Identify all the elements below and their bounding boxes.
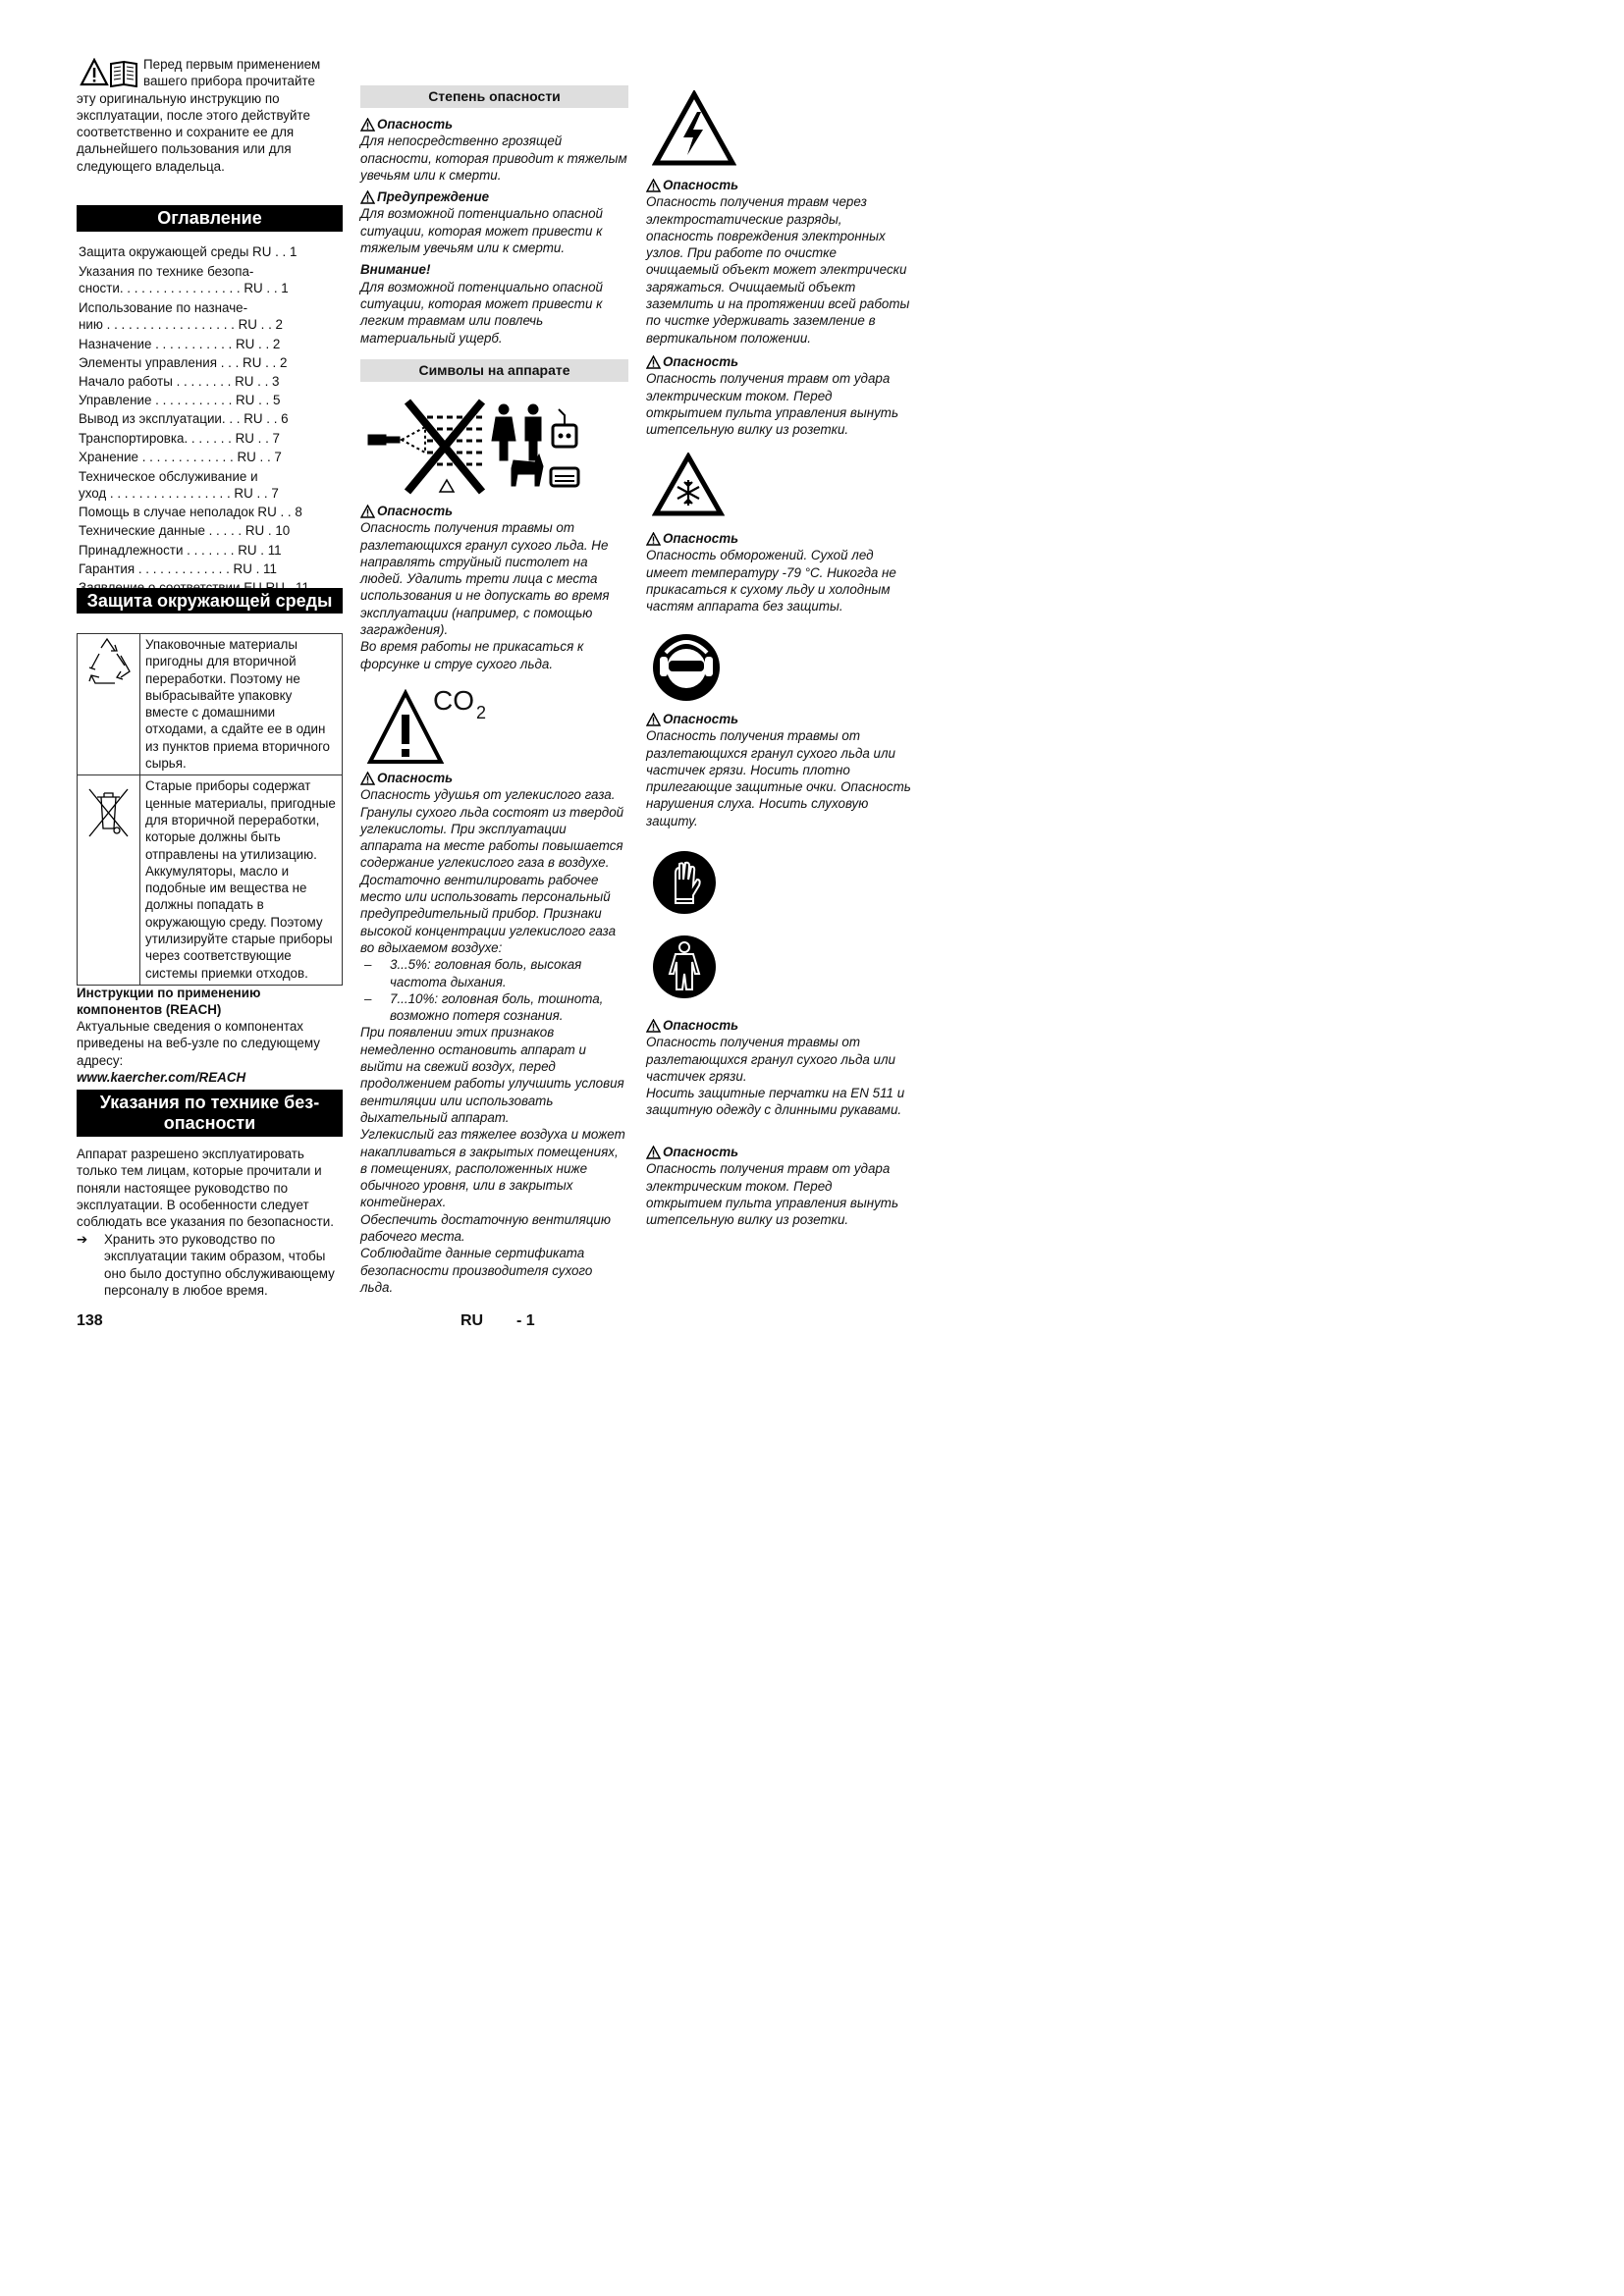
env-table xyxy=(77,633,343,986)
danger-label: Опасность xyxy=(646,711,911,727)
toc-item[interactable]: Назначение . . . . . . . . . . . RU . . 2 xyxy=(79,336,281,351)
crossed-bin-icon-cell xyxy=(78,775,140,986)
safety-bullet xyxy=(77,1231,343,1299)
danger-shock-block-2 xyxy=(646,1144,911,1228)
danger-esd-text: Опасность получения травм через электростатические разряды, опасность повреждения электронных узлов. При работе по очистке очищаемый объект может электрически заряжаться. Очищаемый объект заземлить и на протяжении всей работы по чистке удерживать заземление в вертикальном положении. xyxy=(646,194,910,346)
danger-co2-text-2: При появлении этих признаков немедленно остановить аппарат и выйти на свежий воздух, перед продолжением работы улучшить условия вентиляции или использовать дыхательный аппарат. xyxy=(360,1025,624,1125)
warning-triangle-icon xyxy=(360,190,375,204)
toc-item-cont[interactable]: уход . . . . . . . . . . . . . . . . . RU . . 7 xyxy=(79,486,279,502)
warning-book-icon xyxy=(80,58,138,92)
toc-item[interactable]: Использование по назначе- xyxy=(79,300,248,316)
recycle-icon-cell xyxy=(78,634,140,775)
danger-dry-ice-block xyxy=(360,503,628,672)
warning-label: Предупреждение xyxy=(360,188,628,205)
symbols-heading: Символы на аппарате xyxy=(360,359,628,382)
toc-item[interactable]: Хранение . . . . . . . . . . . . . RU . . 7 xyxy=(79,449,282,464)
danger-co2-text-4: Обеспечить достаточную вентиляцию рабочего места. xyxy=(360,1211,611,1245)
toc-item[interactable]: Принадлежности . . . . . . . RU . 11 xyxy=(79,542,282,558)
danger-label: Опасность xyxy=(360,770,628,786)
caution-text: Для возможной потенциально опасной ситуации, которая может привести к легким травмам или повлечь материальный ущерб. xyxy=(360,279,603,346)
degree-heading: Степень опасности xyxy=(360,85,628,108)
warning-triangle-icon xyxy=(360,505,375,518)
danger-co2-text: Опасность удушья от углекислого газа. Гранулы сухого льда состоят из твердой углекислоты. При эксплуатации аппарата на месте работы повышается содержание углекислого газа в воздухе. Достаточно вентилировать рабочее место или использовать персональный предупредительный прибор. Признаки высокой концентрации углекислого газа во вдыхаемом воздухе: xyxy=(360,787,624,955)
danger-esd-block xyxy=(646,177,911,347)
warning-triangle-icon xyxy=(360,118,375,132)
table-row xyxy=(78,634,343,775)
intro-line-1: Перед первым применением xyxy=(143,57,321,72)
danger-dry-ice-text-2: Во время работы не прикасаться к форсунке и струе сухого льда. xyxy=(360,639,584,671)
danger-gloves-block xyxy=(646,1017,911,1119)
warning-triangle-icon xyxy=(646,355,661,369)
danger-gloves-text-2: Носить защитные перчатки на EN 511 и защитную одежду с длинными рукавами. xyxy=(646,1086,905,1118)
caution-label: Внимание! xyxy=(360,262,431,278)
list-item: – 7...10%: головная боль, тошнота, возможно потеря сознания. xyxy=(364,990,604,1024)
env-row1-text: Упаковочные материалы пригодны для вторичной переработки. Поэтому не выбрасывайте упаковку вместе с домашними отходами, а сдайте ее в один из пунктов приема вторичного сырья. xyxy=(140,634,343,775)
footer-sub-page: - 1 xyxy=(516,1312,535,1329)
toc-item-cont[interactable]: сности. . . . . . . . . . . . . . . . . RU . . 1 xyxy=(79,281,289,296)
danger-label: Опасность xyxy=(646,1144,911,1160)
danger-label: Опасность xyxy=(360,116,628,133)
env-heading: Защита окружающей среды xyxy=(77,588,343,614)
frost-warning-icon xyxy=(652,453,725,522)
intro-text: эту оригинальную инструкцию по эксплуатации, после этого действуйте соответственно и сохраните ее для дальнейшего пользования или для следующего владельца. xyxy=(77,90,310,174)
danger-co2-block xyxy=(360,770,628,1296)
toc-item[interactable]: Техническое обслуживание и xyxy=(79,469,258,485)
warning-triangle-icon xyxy=(646,532,661,546)
danger-label: Опасность xyxy=(646,530,911,547)
co2-label: CO xyxy=(433,685,474,716)
danger-gloves-text: Опасность получения травмы от разлетающихся гранул сухого льда или частичек грязи. xyxy=(646,1035,896,1084)
intro-line-2: вашего прибора прочитайте xyxy=(143,74,315,89)
danger-frost-text: Опасность обморожений. Сухой лед имеет температуру -79 °C. Никогда не прикасаться к сухому льду и холодным частям аппарата без защиты. xyxy=(646,548,896,614)
table-of-contents xyxy=(77,242,343,597)
danger-frost-block xyxy=(646,530,911,614)
reach-heading: Инструкции по применению компонентов (REACH) xyxy=(77,986,261,1018)
safety-bullet-text: Хранить это руководство по эксплуатации таким образом, чтобы оно было доступно обслуживающему персоналу в любое время. xyxy=(104,1232,335,1298)
warning-text: Для возможной потенциально опасной ситуации, которая может привести к тяжелым увечьям или к смерти. xyxy=(360,206,603,256)
reach-text: Актуальные сведения о компонентах приведены на веб-узле по следующему адресу: xyxy=(77,1019,320,1068)
danger-label: Опасность xyxy=(646,1017,911,1034)
danger-co2-text-3: Углекислый газ тяжелее воздуха и может накапливаться в закрытых помещениях, в помещениях, расположенных ниже обычного уровня, или в закрытых контейнерах. xyxy=(360,1127,625,1210)
danger-shock-block xyxy=(646,353,911,438)
reach-link[interactable]: www.kaercher.com/REACH xyxy=(77,1070,246,1085)
warning-triangle-icon xyxy=(646,1146,661,1159)
toc-item[interactable]: Элементы управления . . . RU . . 2 xyxy=(79,354,288,370)
danger-dry-ice-text: Опасность получения травмы от разлетающихся гранул сухого льда. Не направлять струйный пистолет на людей. Удалить трети лица с места использования и не допускать во время эксплуатации (например, с помощью заграждения). xyxy=(360,520,610,638)
toc-item[interactable]: Технические данные . . . . . RU . 10 xyxy=(79,523,291,539)
danger-shock-text: Опасность получения травм от удара электрическим током. Перед открытием пульта управления вынуть штепсельную вилку из розетки. xyxy=(646,371,898,438)
danger-co2-text-5: Соблюдайте данные сертификата безопасности производителя сухого льда. xyxy=(360,1246,593,1295)
protective-suit-icon xyxy=(652,934,717,1004)
danger-eyes-ears-text: Опасность получения травмы от разлетающихся гранул сухого льда или частичек грязи. Носить плотно прилегающие защитные очки. Опасность нарушения слуха. Носить слуховую защиту. xyxy=(646,728,911,828)
toc-item[interactable]: Транспортировка. . . . . . . RU . . 7 xyxy=(79,430,280,446)
recycle-icon xyxy=(78,634,139,693)
safety-text: Аппарат разрешено эксплуатировать только тем лицам, которые прочитали и поняли настоящее руководство по эксплуатации. В особенности следует соблюдать все указания по безопасности. xyxy=(77,1147,334,1230)
danger-eyes-ears-block xyxy=(646,711,911,829)
danger-label: Опасность xyxy=(646,353,911,370)
toc-heading: Оглавление xyxy=(77,205,343,232)
co2-subscript: 2 xyxy=(476,703,487,722)
danger-label: Опасность xyxy=(360,503,628,519)
gloves-icon xyxy=(652,850,717,920)
arrow-icon: ➔ xyxy=(77,1232,88,1247)
footer-lang: RU xyxy=(460,1312,484,1329)
co2-warning-icon xyxy=(366,685,504,769)
toc-item-cont[interactable]: нию . . . . . . . . . . . . . . . . . . RU . . 2 xyxy=(79,317,283,333)
toc-item[interactable]: Указания по технике безопа- xyxy=(79,264,254,280)
intro-block xyxy=(77,56,343,175)
danger-shock-text-2: Опасность получения травм от удара электрическим током. Перед открытием пульта управления вынуть штепсельную вилку из розетки. xyxy=(646,1161,898,1228)
toc-item[interactable]: Начало работы . . . . . . . . RU . . 3 xyxy=(79,374,280,390)
danger-label: Опасность xyxy=(646,177,911,193)
toc-item[interactable]: Вывод из эксплуатации. . . RU . . 6 xyxy=(79,411,289,427)
env-row2-text: Старые приборы содержат ценные материалы, пригодные для вторичной переработки, которые должны быть отправлены на утилизацию. Аккумуляторы, масло и подобные им вещества не должны попадать в окружающую среду. Поэтому утилизируйте старые приборы через соответствующие системы приемки отходов. xyxy=(140,775,343,986)
danger-levels xyxy=(360,116,628,347)
crossed-bin-icon xyxy=(78,781,139,840)
safety-heading-line-1: Указания по технике без- xyxy=(99,1093,320,1112)
high-voltage-icon xyxy=(652,90,736,172)
warning-triangle-icon xyxy=(360,772,375,785)
safety-heading xyxy=(77,1090,343,1137)
list-item: – 3...5%: головная боль, высокая частота дыхания. xyxy=(364,957,582,989)
goggles-earmuffs-icon xyxy=(652,633,721,707)
toc-item[interactable]: Защита окружающей среды RU . . 1 xyxy=(79,244,298,259)
warning-triangle-icon xyxy=(646,713,661,726)
no-spray-at-people-icon xyxy=(366,398,592,501)
toc-item[interactable]: Управление . . . . . . . . . . . RU . . 5 xyxy=(79,393,281,408)
toc-item[interactable]: Гарантия . . . . . . . . . . . . . RU . 11 xyxy=(79,561,277,576)
warning-triangle-icon xyxy=(646,1019,661,1033)
page-number: 138 xyxy=(77,1312,103,1329)
toc-item[interactable]: Помощь в случае неполадок RU . . 8 xyxy=(79,505,302,520)
table-row xyxy=(78,775,343,986)
safety-heading-line-2: опасности xyxy=(163,1113,256,1133)
danger-text: Для непосредственно грозящей опасности, которая приводит к тяжелым увечьям или к смерти. xyxy=(360,133,627,183)
warning-triangle-icon xyxy=(646,179,661,192)
